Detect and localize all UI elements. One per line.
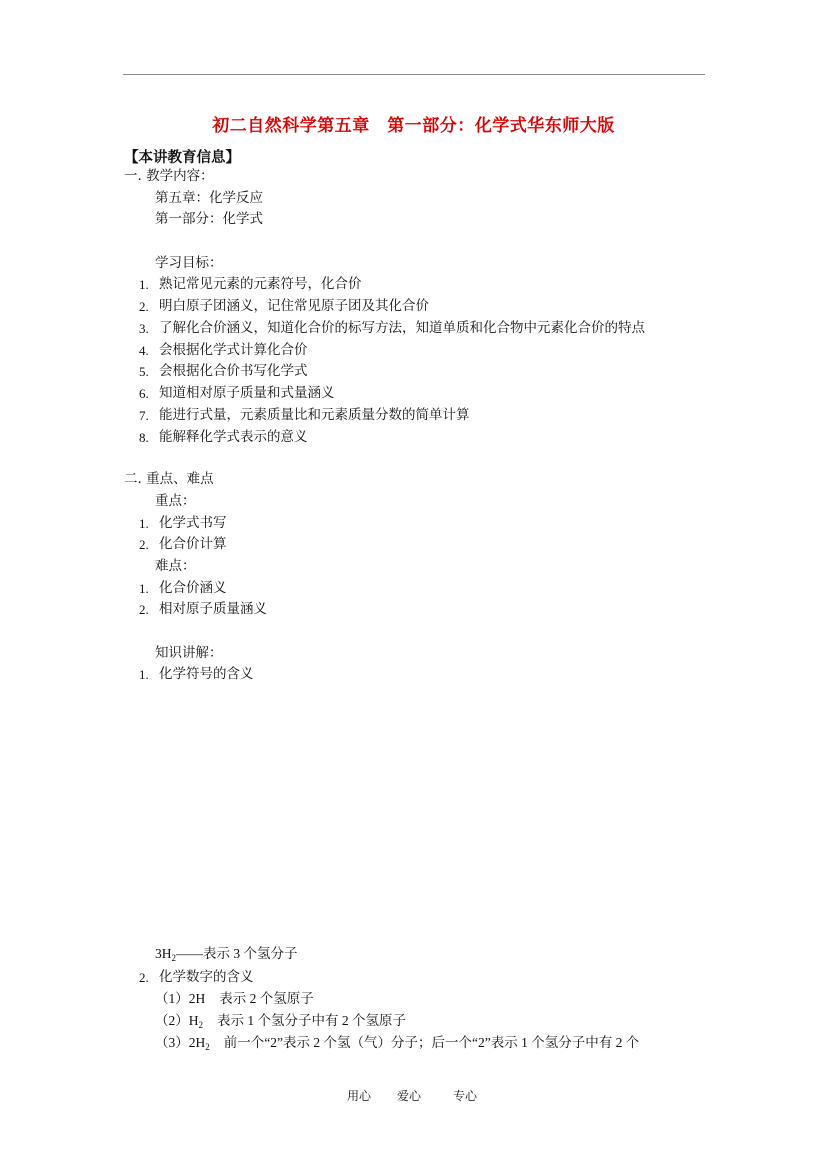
list-item: 会根据化合价书写化学式 xyxy=(159,363,308,379)
footer-text: 专心 xyxy=(453,1089,478,1103)
header-rule xyxy=(123,74,705,75)
part1-line: 第五章：化学反应 xyxy=(155,190,263,206)
formula-subscript: 2 xyxy=(198,1020,203,1030)
part1-line: 第一部分：化学式 xyxy=(155,211,263,227)
list-item-number: 1. xyxy=(139,581,149,596)
list-item: 化学式书写 xyxy=(159,515,227,531)
sub-item-text: 前一个“2”表示 2 个氢（气）分子；后一个“2”表示 1 个氢分子中有 2 个 xyxy=(223,1035,640,1050)
sub-item xyxy=(155,990,314,1008)
list-item: 熟记常见元素的元素符号，化合价 xyxy=(159,276,362,292)
formula-subscript: 2 xyxy=(171,953,176,963)
list-item: 能进行式量，元素质量比和元素质量分数的简单计算 xyxy=(159,407,470,423)
list-item-number: 7. xyxy=(139,408,149,423)
sub-item-prefix: （3）2H xyxy=(155,1035,206,1050)
list-item: 化学数字的含义 xyxy=(159,969,254,985)
list-item: 会根据化学式计算化合价 xyxy=(159,342,308,358)
difficult-points-label: 难点： xyxy=(155,558,196,574)
list-item-number: 2. xyxy=(139,602,149,617)
list-item-number: 1. xyxy=(139,667,149,682)
sub-item-prefix: （2）H xyxy=(155,1013,199,1028)
list-item-number: 2. xyxy=(139,970,149,985)
list-item-number: 8. xyxy=(139,430,149,445)
formula-subscript: 2 xyxy=(205,1042,210,1052)
list-item-number: 5. xyxy=(139,364,149,379)
list-item: 能解释化学式表示的意义 xyxy=(159,429,308,445)
formula-description: ——表示 3 个氢分子 xyxy=(176,946,298,961)
sub-item xyxy=(155,1012,406,1034)
list-item: 化合价涵义 xyxy=(159,580,227,596)
list-item: 明白原子团涵义，记住常见原子团及其化合价 xyxy=(159,298,429,314)
list-item-number: 1. xyxy=(139,516,149,531)
formula-example xyxy=(155,945,298,967)
knowledge-heading: 知识讲解： xyxy=(155,645,223,661)
list-item: 知道相对原子质量和式量涵义 xyxy=(159,385,335,401)
list-item: 相对原子质量涵义 xyxy=(159,601,267,617)
footer-text: 爱心 xyxy=(397,1089,422,1103)
list-item-number: 3. xyxy=(139,321,149,336)
part2-heading: 二. 重点、难点 xyxy=(124,471,214,487)
sub-item-text: 表示 2 个氢原子 xyxy=(219,991,314,1006)
section-header: 【本讲教育信息】 xyxy=(124,149,240,166)
key-points-label: 重点： xyxy=(155,493,196,509)
list-item-number: 6. xyxy=(139,386,149,401)
sub-item-text: 表示 1 个氢分子中有 2 个氢原子 xyxy=(217,1013,406,1028)
list-item-number: 2. xyxy=(139,299,149,314)
list-item: 化合价计算 xyxy=(159,536,227,552)
document-title: 初二自然科学第五章 第一部分：化学式华东师大版 xyxy=(212,116,615,136)
sub-item-prefix: （1）2H xyxy=(155,991,206,1006)
footer-text: 用心 xyxy=(347,1089,372,1103)
formula-text: 3H xyxy=(155,946,172,961)
goals-heading: 学习目标： xyxy=(155,255,223,271)
list-item: 化学符号的含义 xyxy=(159,666,254,682)
list-item-number: 1. xyxy=(139,277,149,292)
list-item-number: 4. xyxy=(139,343,149,358)
list-item: 了解化合价涵义，知道化合价的标写方法，知道单质和化合物中元素化合价的特点 xyxy=(159,320,645,336)
list-item-number: 2. xyxy=(139,537,149,552)
sub-item xyxy=(155,1034,639,1056)
part1-heading: 一. 教学内容： xyxy=(124,168,214,184)
